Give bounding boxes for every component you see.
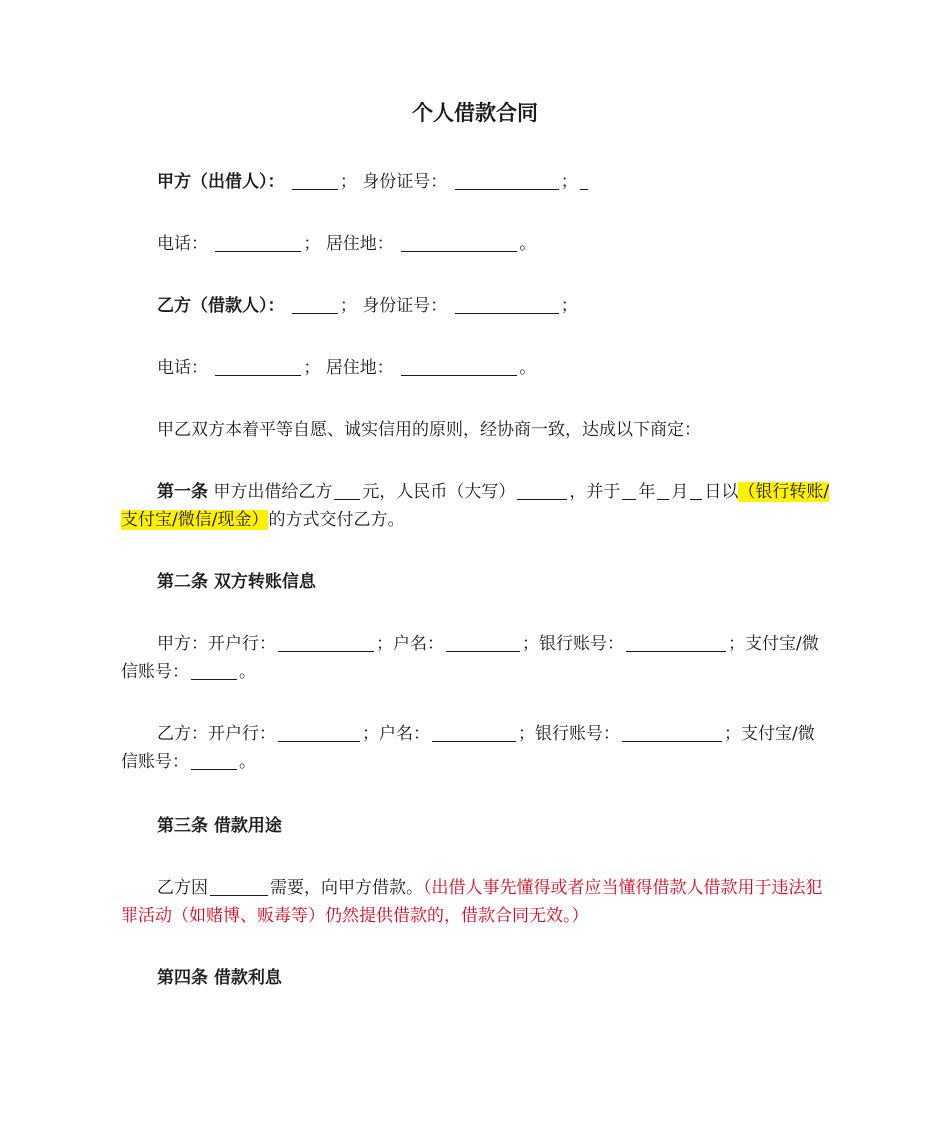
article-1-text: 甲方出借给乙方: [208, 482, 333, 502]
amount-blank: [334, 481, 360, 500]
article-1-text: 年: [638, 482, 656, 502]
alipay-label: 支付宝/: [745, 634, 802, 654]
article-1-text: ，并于: [569, 482, 621, 502]
article-3-text: 需要，向甲方借款。: [270, 878, 423, 898]
party-a-name-blank: [292, 171, 338, 190]
separator: ；: [724, 724, 741, 744]
wechat-blank: [191, 661, 237, 680]
id-label: 身份证号：: [362, 172, 448, 192]
party-b-name-blank: [292, 295, 338, 314]
article-2-heading: 第二条 双方转账信息: [157, 572, 316, 592]
separator: ；: [376, 634, 393, 654]
separator: ；: [339, 296, 357, 316]
separator: ；: [560, 296, 578, 316]
period: 。: [519, 358, 537, 378]
article-1-text: 日以: [704, 482, 739, 502]
amount-capital-blank: [517, 481, 567, 500]
payment-method-highlight: （银行转账/支付宝/微信/现金）: [121, 482, 830, 530]
party-b-label: 乙方（借款人）：: [157, 296, 285, 316]
address-label: 居住地：: [325, 234, 394, 254]
separator: ；: [728, 634, 745, 654]
account-name-label: 户名：: [379, 724, 430, 744]
address-label: 居住地：: [325, 358, 394, 378]
party-b-address-blank: [401, 357, 517, 376]
party-a-phone-blank: [215, 233, 301, 252]
party-b-contact-line: [121, 354, 831, 382]
party-b-id-blank: [455, 295, 559, 314]
bank-blank: [278, 723, 360, 742]
party-a-contact-line: [121, 230, 831, 258]
wechat-blank: [191, 751, 237, 770]
bank-blank: [278, 633, 374, 652]
article-4-heading: 第四条 借款利息: [157, 968, 282, 988]
article-1-heading: 第一条: [157, 482, 208, 502]
separator: ；: [303, 234, 321, 254]
wechat-label: 微信账号：: [121, 634, 819, 682]
party-a-id-blank: [455, 171, 559, 190]
article-3-paragraph: [121, 874, 831, 930]
article-1-text: 月: [671, 482, 689, 502]
trailing-blank: [580, 171, 588, 190]
phone-label: 电话：: [157, 234, 208, 254]
bank-label: 乙方：开户行：: [157, 724, 276, 744]
alipay-label: 支付宝/: [741, 724, 798, 744]
separator: ；: [362, 724, 379, 744]
account-number-blank: [626, 633, 726, 652]
period: 。: [239, 752, 256, 772]
party-b-phone-blank: [215, 357, 301, 376]
day-blank: [690, 481, 702, 500]
year-blank: [622, 481, 636, 500]
article-1-text: 的方式交付乙方。: [268, 510, 405, 530]
separator: ；: [560, 172, 578, 192]
separator: ；: [518, 724, 535, 744]
party-a-id-line: [121, 168, 831, 196]
bank-label: 甲方：开户行：: [157, 634, 276, 654]
id-label: 身份证号：: [362, 296, 448, 316]
party-a-address-blank: [401, 233, 517, 252]
party-b-id-line: [121, 292, 831, 320]
document-title: 个人借款合同: [412, 101, 538, 125]
period: 。: [239, 662, 256, 682]
party-a-label: 甲方（出借人）：: [157, 172, 285, 192]
article-3-text: 乙方因: [157, 878, 208, 898]
intro-paragraph: 甲乙双方本着平等自愿、诚实信用的原则，经协商一致，达成以下商定：: [157, 420, 701, 440]
account-number-label: 银行账号：: [539, 634, 624, 654]
legal-note: （出借人事先懂得或者应当懂得借款人借款用于违法犯罪活动（如赌博、贩毒等）仍然提供借款的，借款合同无效。）: [121, 878, 823, 926]
article-1-text: 元，人民币（大写）: [362, 482, 516, 502]
account-name-blank: [432, 723, 516, 742]
period: 。: [519, 234, 537, 254]
article-3-heading: 第三条 借款用途: [157, 816, 282, 836]
separator: ；: [303, 358, 321, 378]
wechat-label: 微信账号：: [121, 724, 815, 772]
account-number-blank: [622, 723, 722, 742]
purpose-blank: [210, 877, 268, 896]
article-2-party-b: [121, 720, 831, 776]
account-name-blank: [446, 633, 520, 652]
account-name-label: 户名：: [393, 634, 444, 654]
separator: ；: [339, 172, 357, 192]
phone-label: 电话：: [157, 358, 208, 378]
account-number-label: 银行账号：: [535, 724, 620, 744]
month-blank: [657, 481, 669, 500]
article-2-party-a: [121, 630, 831, 686]
separator: ；: [522, 634, 539, 654]
article-1-paragraph: [121, 478, 831, 534]
